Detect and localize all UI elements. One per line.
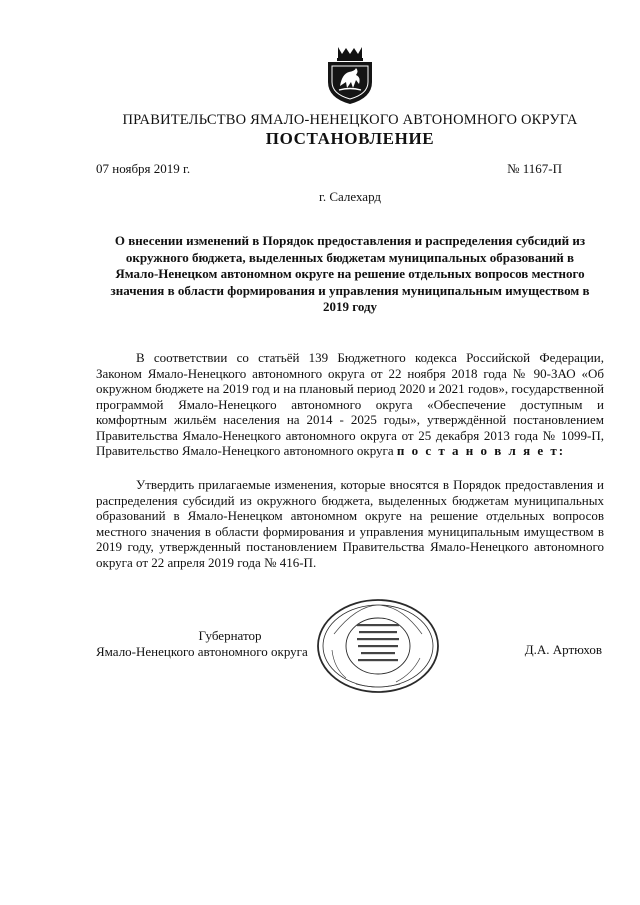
signer-organization: Ямало-Ненецкого автономного округа [96,644,308,659]
document-subject: О внесении изменений в Порядок предоставления и распределения субсидий из окружного бюджета, выделенных бюджетам муниципальных образований в Ямало-Ненецком автономном округе на решение отдельных вопросов местного значения в области формирования и управления муниципальным имуществом в 2019 году [110,233,590,314]
coat-of-arms-icon [325,44,375,106]
government-name: ПРАВИТЕЛЬСТВО ЯМАЛО-НЕНЕЦКОГО АВТОНОМНОГО ОКРУГА [122,112,578,128]
official-stamp-icon [316,598,440,694]
document-date: 07 ноября 2019 г. [96,161,191,176]
decision-paragraph: Утвердить прилагаемые изменения, которые вносятся в Порядок предоставления и распределения субсидий из окружного бюджета, выделенных бюджетам муниципальных образований в Ямало-Ненецком автономном округе на решение отдельных вопросов местного значения в области формирования и управления муниципальным имуществом в 2019 году, утвержденный постановлением Правительства Ямало-Ненецкого автономного округа от 22 апреля 2019 года № 416-П. [96,477,604,570]
signer-title: Губернатор [198,628,262,643]
preamble-text: В соответствии со статьёй 139 Бюджетного кодекса Российской Федерации, Законом Ямало-Ненецкого автономного округа от 22 ноября 2018 года № 90-ЗАО «Об окружном бюджете на 2019 год и на плановый период 2020 и 2021 годов», государственной программой Ямало-Ненецкого автономного округа «Обеспечение доступным и комфортным жильём населения на 2014 - 2025 годы», утверждённой постановлением Правительства Ямало-Ненецкого автономного округа от 25 декабря 2013 года № 1099-П, Правительство Ямало-Ненецкого автономного округа [96,350,604,458]
preamble-paragraph [96,350,604,459]
document-number: № 1167-П [507,161,562,176]
resolves-word: п о с т а н о в л я е т: [396,443,566,458]
document-city: г. Салехард [318,189,382,204]
document-type-title: ПОСТАНОВЛЕНИЕ [265,129,435,148]
signer-name: Д.А. Артюхов [524,642,602,657]
